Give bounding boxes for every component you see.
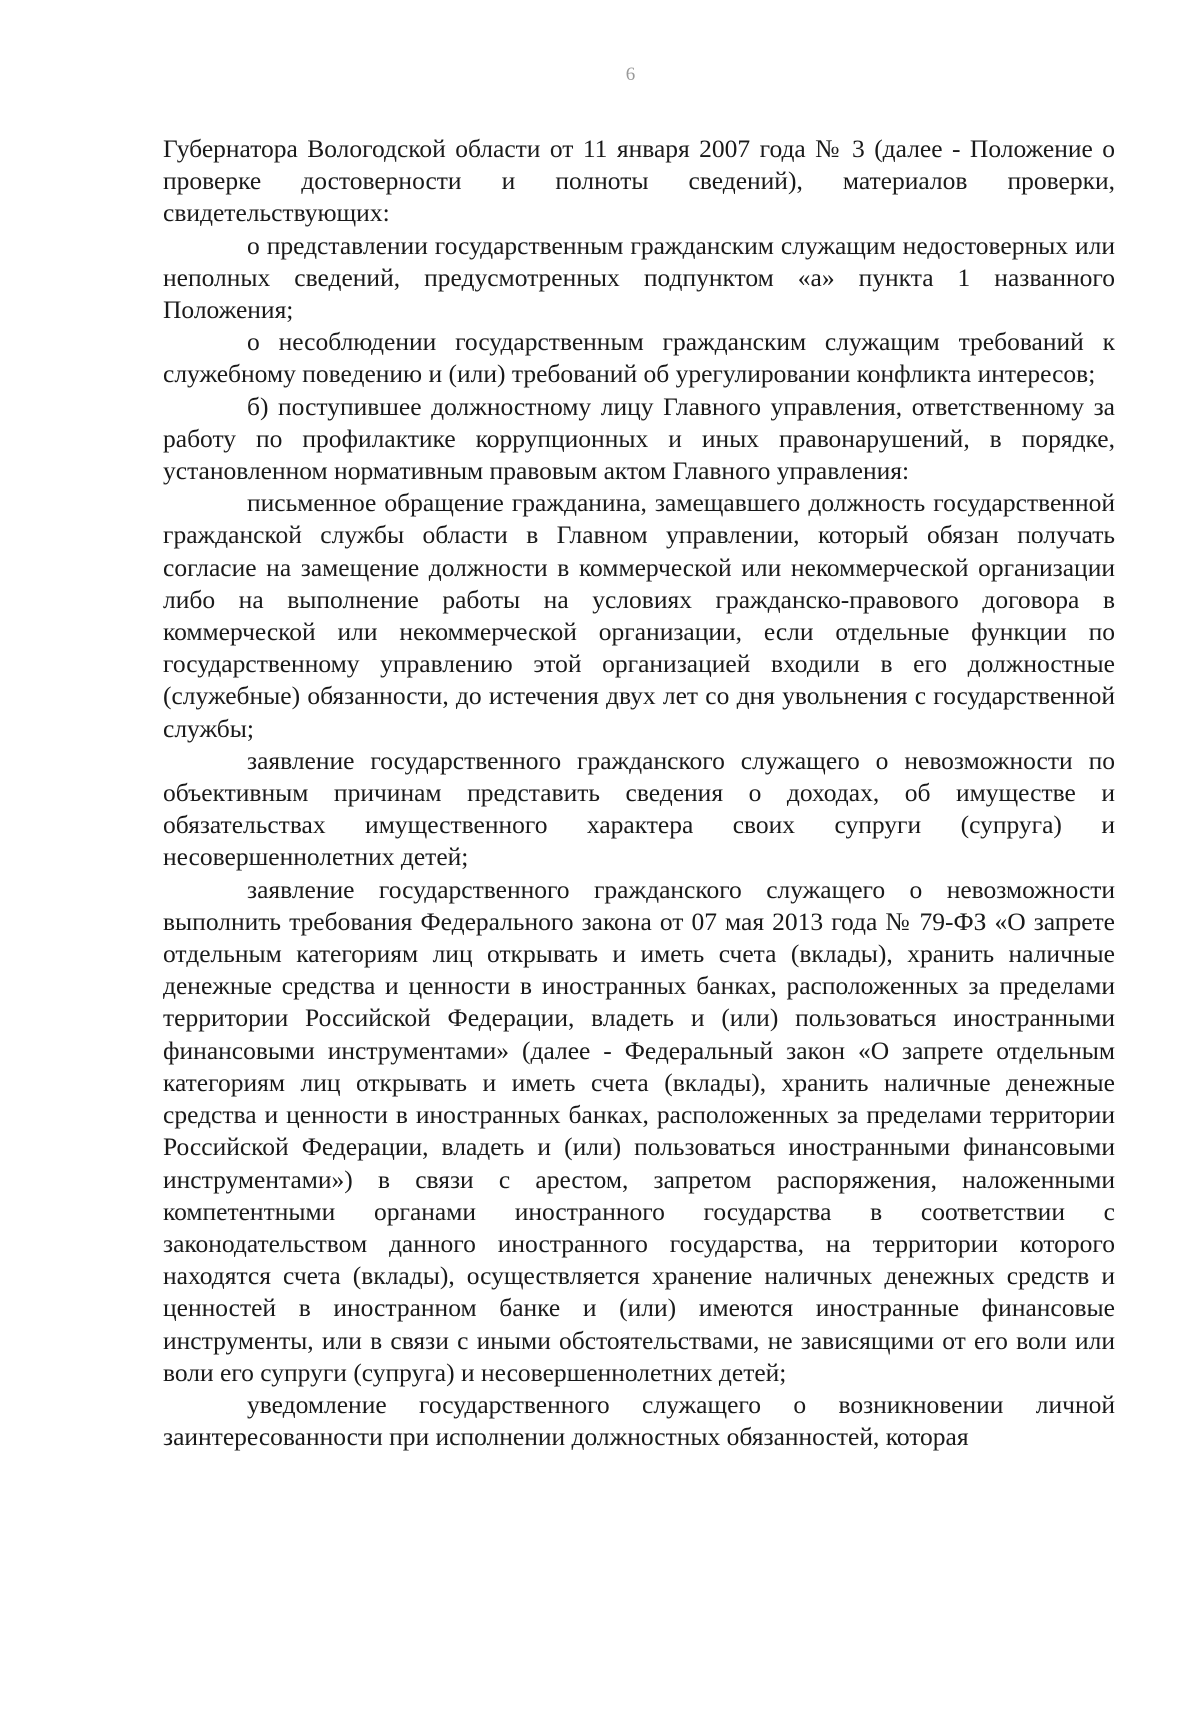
paragraph: б) поступившее должностному лицу Главного управления, ответственному за работу по профилактике коррупционных и иных правонарушений, в порядке, установленном нормативным правовым актом Главного управления:: [163, 391, 1115, 486]
paragraph: Губернатора Вологодской области от 11 января 2007 года № 3 (далее - Положение о проверке достоверности и полноты сведений), материалов проверки, свидетельствующих:: [163, 134, 1115, 228]
paragraph: о представлении государственным гражданским служащим недостоверных или неполных сведений, предусмотренных подпунктом «а» пункта 1 названного Положения;: [163, 230, 1115, 325]
paragraph: заявление государственного гражданского служащего о невозможности по объективным причинам представить сведения о доходах, об имуществе и обязательствах имущественного характера своих супруги (супруга) и несовершеннолетних детей;: [163, 745, 1115, 872]
paragraph: письменное обращение гражданина, замещавшего должность государственной гражданской службы области в Главном управлении, который обязан получать согласие на замещение должности в коммерческой или некоммерческой организации либо на выполнение работы на условиях гражданско-правового договора в коммерческой или некоммерческой организации, если отдельные функции по государственному управлению этой организацией входили в его должностные (служебные) обязанности, до истечения двух лет со дня увольнения с государственной службы;: [163, 488, 1115, 743]
page-number: 6: [625, 64, 637, 85]
paragraph: уведомление государственного служащего о возникновении личной заинтересованности при исполнении должностных обязанностей, которая: [163, 1389, 1115, 1452]
paragraph: заявление государственного гражданского служащего о невозможности выполнить требования Федерального закона от 07 мая 2013 года № 79-ФЗ «О запрете отдельным категориям лиц открывать и иметь счета (вклады), хранить наличные денежные средства и ценности в иностранных банках, расположенных за пределами территории Российской Федерации, владеть и (или) пользоваться иностранными финансовыми инструментами» (далее - Федеральный закон «О запрете отдельным категориям лиц открывать и иметь счета (вклады), хранить наличные денежные средства и ценности в иностранных банках, расположенных за пределами территории Российской Федерации, владеть и (или) пользоваться иностранными финансовыми инструментами») в связи с арестом, запретом распоряжения, наложенными компетентными органами иностранного государства в соответствии с законодательством данного иностранного государства, на территории которого находятся счета (вклады), осуществляется хранение наличных денежных средств и ценностей в иностранном банке и (или) имеются иностранные финансовые инструменты, или в связи с иными обстоятельствами, не зависящими от его воли или воли его супруги (супруга) и несовершеннолетних детей;: [163, 874, 1115, 1387]
document-body: [163, 133, 1115, 1453]
paragraph: о несоблюдении государственным гражданским служащим требований к служебному поведению и (или) требований об урегулировании конфликта интересов;: [163, 327, 1115, 389]
